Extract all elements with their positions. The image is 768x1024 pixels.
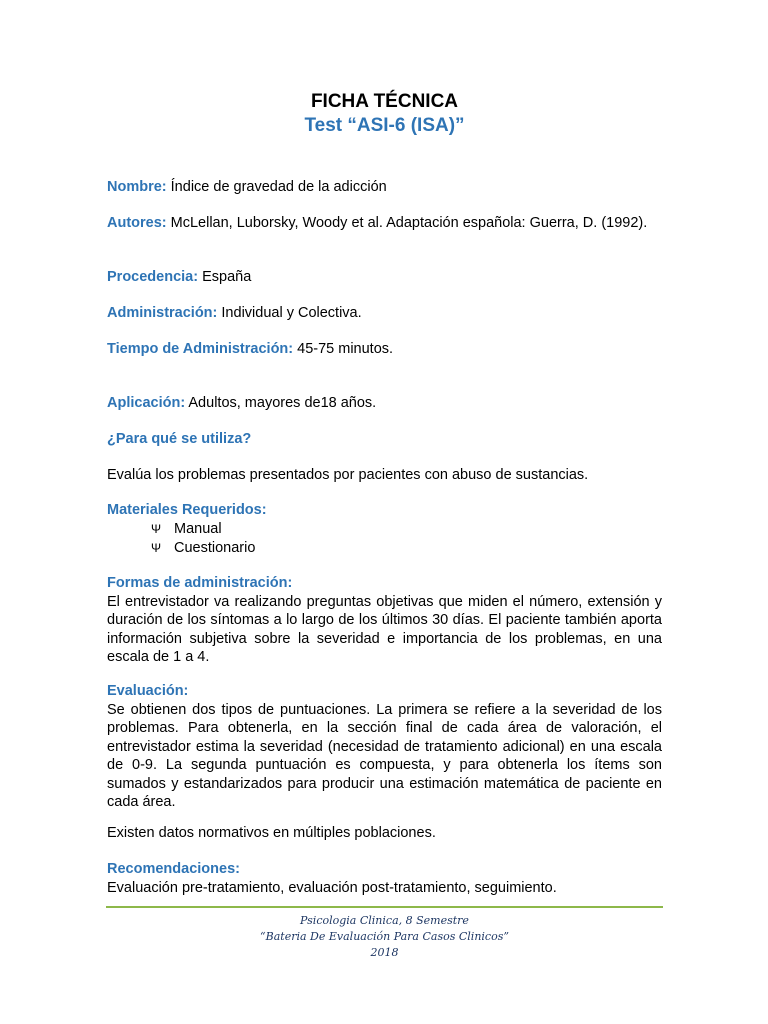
- field-nombre: [107, 178, 662, 197]
- section-text: Se obtienen dos tipos de puntuaciones. La primera se refiere a la severidad de los problemas. Para obtenerla, en la sección final de cada área de valoración, el entrevistador estima la severidad (necesidad de tratamiento adicional) en una escala de 0-9. La segunda puntuación es compuesta, y para obtenerla los ítems son sumados y estandarizados para producir una estimación matemática de paciente en cada área.: [107, 701, 662, 810]
- section-text: El entrevistador va realizando preguntas objetivas que miden el número, extensión y duración de los síntomas a lo largo de los últimos 30 días. El paciente también aporta información subjetiva sobre la severidad e importancia de los problemas, en una escala de 1 a 4.: [107, 593, 662, 665]
- list-item-text: Cuestionario: [174, 540, 256, 556]
- field-aplicacion: [107, 394, 662, 413]
- section-heading: Materiales Requeridos:: [107, 502, 267, 518]
- page-title: FICHA TÉCNICA: [310, 91, 459, 112]
- section-text: Evalúa los problemas presentados por pacientes con abuso de sustancias.: [107, 467, 589, 483]
- page-subtitle: Test “ASI-6 (ISA)”: [304, 115, 465, 136]
- section-heading: Evaluación:: [107, 683, 189, 699]
- section-materiales-heading: [107, 501, 662, 520]
- field-value: Adultos, mayores de18 años.: [188, 395, 377, 411]
- footer-divider: [106, 906, 663, 908]
- section-uso-text: [107, 466, 662, 485]
- section-text: Existen datos normativos en múltiples poblaciones.: [107, 825, 436, 841]
- section-heading: Recomendaciones:: [107, 861, 240, 877]
- section-formas: [107, 574, 662, 667]
- section-heading: ¿Para qué se utiliza?: [107, 431, 252, 447]
- field-label: Procedencia:: [107, 269, 199, 285]
- field-value: Índice de gravedad de la adicción: [170, 179, 387, 195]
- field-label: Tiempo de Administración:: [107, 341, 294, 357]
- footer-line-3: 2018: [370, 946, 399, 959]
- field-label: Aplicación:: [107, 395, 186, 411]
- section-heading: Formas de administración:: [107, 575, 293, 591]
- field-label: Administración:: [107, 305, 218, 321]
- materiales-list: [107, 520, 662, 558]
- section-text: Evaluación pre-tratamiento, evaluación post-tratamiento, seguimiento.: [107, 879, 557, 896]
- field-procedencia: [107, 268, 662, 287]
- evaluacion-note: [107, 824, 662, 843]
- list-item: [107, 539, 662, 558]
- section-evaluacion: [107, 682, 662, 812]
- psi-bullet-icon: Ψ: [151, 541, 162, 555]
- list-item: [107, 520, 662, 539]
- field-value: McLellan, Luborsky, Woody et al. Adaptación española: Guerra, D. (1992).: [170, 215, 648, 231]
- field-value: 45-75 minutos.: [297, 341, 394, 357]
- field-value: Individual y Colectiva.: [221, 305, 362, 321]
- footer-line-1: Psicologia Clinica, 8 Semestre: [300, 914, 469, 927]
- field-value: España: [202, 269, 252, 285]
- field-autores: [107, 214, 662, 233]
- field-tiempo: [107, 340, 662, 359]
- section-recomendaciones: [107, 860, 662, 897]
- psi-bullet-icon: Ψ: [151, 522, 162, 536]
- field-administracion: [107, 304, 662, 323]
- field-label: Nombre:: [107, 179, 167, 195]
- section-uso-heading: [107, 430, 662, 449]
- list-item-text: Manual: [174, 521, 222, 537]
- footer-line-2: “Bateria De Evaluación Para Casos Clinicos”: [260, 930, 509, 943]
- document-page: [107, 90, 662, 896]
- field-label: Autores:: [107, 215, 167, 231]
- page-footer: [106, 913, 663, 961]
